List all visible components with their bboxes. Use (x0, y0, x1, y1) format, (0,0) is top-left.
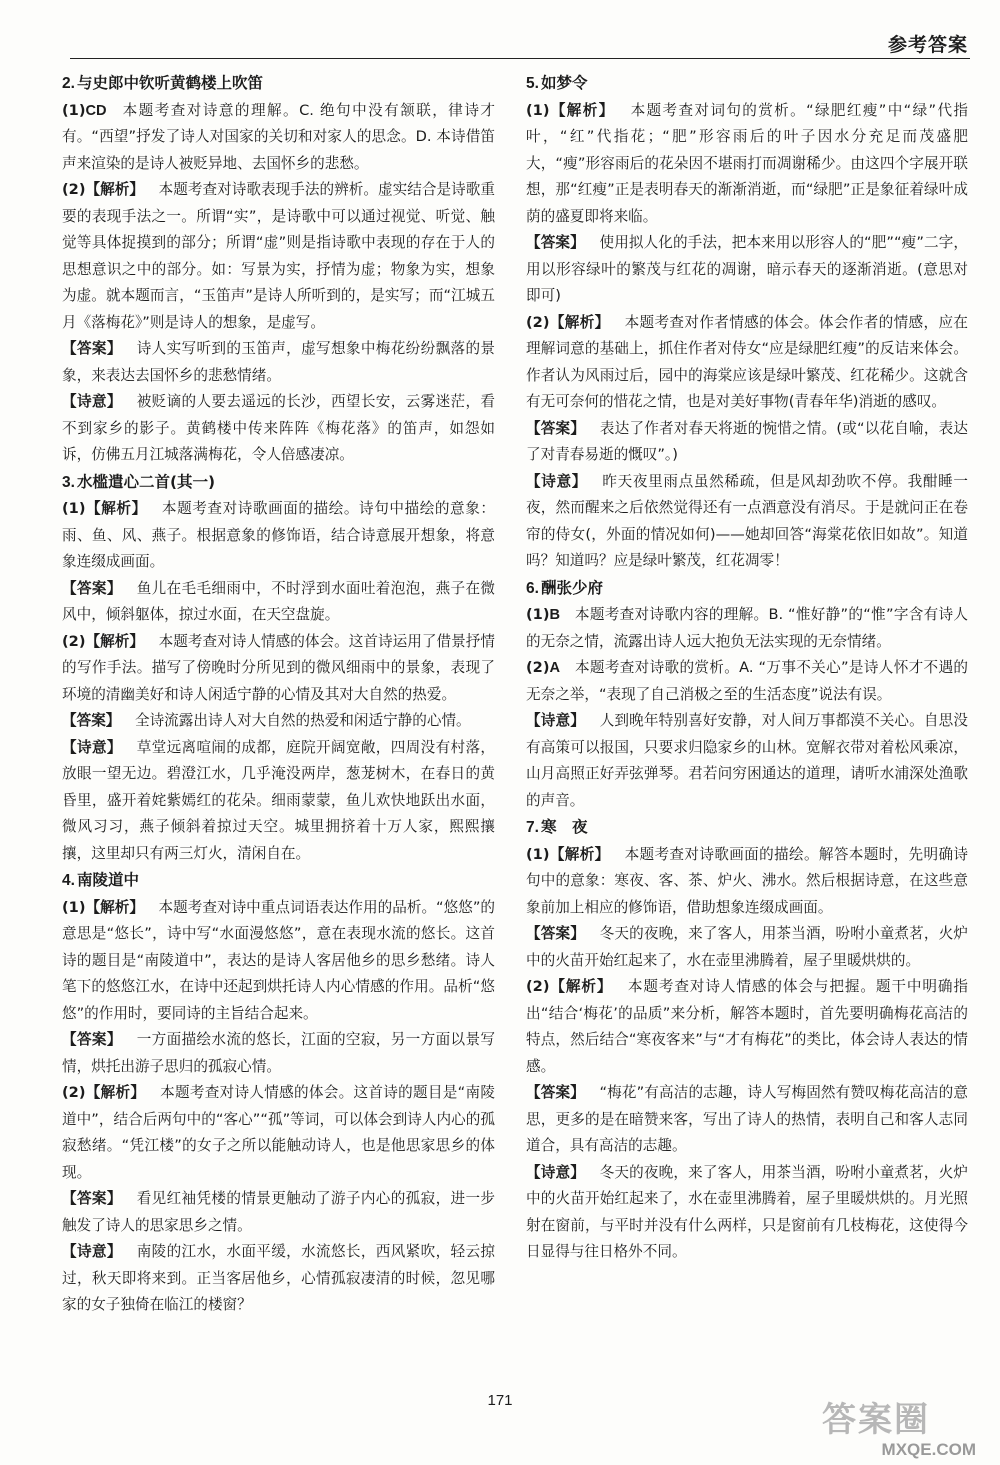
answer-text: 被贬谪的人要去遥远的长沙，西望长安，云雾迷茫，看不到家乡的影子。黄鹤楼中传来阵阵《梅花落》的笛声，如怨如诉，仿佛五月江城落满梅花，令人倍感凄凉。 (62, 393, 495, 463)
answer-paragraph (62, 1186, 495, 1239)
answer-paragraph (526, 469, 968, 575)
answer-text: 本题考查对诗歌内容的理解。B. “惟好静”的“惟”字含有诗人的无奈之情，流露出诗人远大抱负无法实现的无奈情绪。 (526, 606, 968, 650)
poem-title: 与史郎中钦听黄鹤楼上吹笛 (76, 74, 263, 92)
answer-paragraph (526, 1080, 968, 1160)
watermark-logo (822, 1392, 982, 1459)
answer-text: 鱼儿在毛毛细雨中，不时浮到水面吐着泡泡，燕子在微风中，倾斜躯体，掠过水面，在天空盘旋。 (62, 579, 495, 623)
answer-option: A (549, 660, 561, 676)
answer-tag: (1)【解析】 (526, 101, 615, 119)
answer-tag: (1) (526, 606, 550, 623)
answer-tag: 【诗意】 (62, 393, 122, 410)
answer-tag: (2) (526, 659, 550, 676)
answer-tag: (2)【解析】 (62, 632, 145, 650)
header-divider (70, 58, 970, 59)
question-title (62, 867, 495, 895)
answer-paragraph (526, 974, 968, 1080)
answer-text: 本题考查对诗人情感的体会。这首诗的题目是“南陵道中”，结合后两句中的“客心”“孤”等词，可以体会到诗人内心的孤寂愁绪。“凭江楼”的女子之所以能触动诗人，也是他思家思乡的体现。 (62, 1084, 495, 1181)
answer-paragraph (526, 842, 968, 922)
answer-text: 草堂远离喧闹的成都，庭院开阔宽敞，四周没有村落，放眼一望无边。碧澄江水，几乎淹没两岸，葱茏树木，在春日的黄昏里，盛开着姹紫嫣红的花朵。细雨蒙蒙，鱼儿欢快地跃出水面，微风习习，燕子倾斜着掠过天空。城里拥挤着十万人家，熙熙攘攘，这里却只有两三灯火，清闲自在。 (62, 738, 495, 862)
answer-text: 昨天夜里雨点虽然稀疏，但是风却劲吹不停。我酣睡一夜，然而醒来之后依然觉得还有一点酒意没有消尽。于是就问正在卷帘的侍女(，外面的情况如何)——她却回答“海棠花依旧如故”。知道吗？知道吗？应是绿叶繁茂，红花凋零！ (526, 472, 968, 569)
answer-tag: 【答案】 (62, 579, 122, 597)
answer-tag: (2)【解析】 (62, 1084, 146, 1101)
answer-paragraph (526, 921, 968, 974)
answer-paragraph (526, 98, 968, 231)
answer-text: “梅花”有高洁的志趣，诗人写梅固然有赞叹梅花高洁的意思，更多的是在暗赞来客，写出了诗人的热情，表明自己和客人志同道合，具有高洁的志趣。 (526, 1084, 968, 1154)
answer-option: B (549, 607, 561, 623)
answer-tag: 【答案】 (62, 1190, 122, 1207)
question-section (526, 575, 968, 815)
answer-paragraph (62, 895, 495, 1028)
answer-paragraph (62, 98, 495, 178)
question-title (62, 469, 495, 497)
question-section (62, 469, 495, 868)
answer-text: 本题考查对诗人情感的体会与把握。题干中明确指出“结合‘梅花’的品质”来分析，解答本题时，首先要明确梅花高洁的特点，然后结合“寒夜客来”与“才有梅花”的类比，体会诗人表达的情感。 (526, 978, 968, 1075)
answer-tag: 【答案】 (526, 234, 585, 251)
answer-text: 本题考查对词句的赏析。“绿肥红瘦”中“绿”代指叶，“红”代指花；“肥”形容雨后的叶子因水分充足而茂盛肥大，“瘦”形容雨后的花朵因不堪雨打而凋谢稀少。由这四个字展开联想，那“红瘦”正是表明春天的渐渐消逝，而“绿肥”正是象征着绿叶成荫的盛夏即将来临。 (526, 101, 968, 225)
answer-text: 人到晚年特别喜好安静，对人间万事都漠不关心。自思没有高策可以报国，只要求归隐家乡的山林。宽解衣带对着松风乘凉，山月高照正好弄弦弹琴。君若问穷困通达的道理，请听水浦深处渔歌的声音。 (526, 712, 968, 809)
answer-paragraph (526, 1160, 968, 1266)
answer-paragraph (526, 416, 968, 469)
question-section (526, 814, 968, 1266)
answer-text: 本题考查对诗歌的赏析。A. “万事不关心”是诗人怀才不遇的无奈之举，“表现了自己消极之至的生活态度”说法有误。 (526, 659, 968, 703)
answer-paragraph (62, 1239, 495, 1319)
question-number: 3. (62, 473, 75, 491)
answer-text: 本题考查对诗歌画面的描绘。诗句中描绘的意象：雨、鱼、风、燕子。根据意象的修饰语，结合诗意展开想象，将意象连缀成画面。 (62, 500, 495, 570)
answer-tag: (2)【解析】 (62, 181, 145, 198)
answer-paragraph (62, 496, 495, 576)
answer-text: 冬天的夜晚，来了客人，用茶当酒，吩咐小童煮茗，火炉中的火苗开始红起来了，水在壶里沸腾着，屋子里暖烘烘的。 (526, 925, 968, 969)
answer-tag: (2)【解析】 (526, 978, 613, 995)
answer-text: 看见红袖凭楼的情景更触动了游子内心的孤寂，进一步触发了诗人的思家思乡之情。 (62, 1190, 495, 1234)
answer-tag: 【答案】 (62, 340, 122, 357)
answer-text: 本题考查对诗意的理解。C. 绝句中没有颔联，律诗才有。“西望”抒发了诗人对国家的关切和对家人的思念。D. 本诗借笛声来渲染的是诗人被贬异地、去国怀乡的悲愁。 (62, 101, 495, 172)
answer-text: 诗人实写听到的玉笛声，虚写想象中梅花纷纷飘落的景象，来表达去国怀乡的悲愁情绪。 (62, 340, 495, 384)
watermark-text: 答案圈 (822, 1400, 930, 1440)
answer-tag: 【答案】 (62, 1031, 122, 1048)
answer-tag: 【诗意】 (526, 472, 588, 490)
question-number: 4. (62, 872, 75, 889)
answer-text: 本题考查对诗人情感的体会。这首诗运用了借景抒情的写作手法。描写了傍晚时分所见到的微风细雨中的景象，表现了环境的清幽美好和诗人闲适宁静的心情及其对大自然的热爱。 (62, 632, 495, 703)
answer-text: 使用拟人化的手法，把本来用以形容人的“肥”“瘦”二字，用以形容绿叶的繁茂与红花的凋谢，暗示春天的逐渐消逝。(意思对即可) (526, 234, 968, 304)
answer-text: 一方面描绘水流的悠长，江面的空寂，另一方面以景写情，烘托出游子思归的孤寂心情。 (62, 1031, 495, 1075)
answer-text: 全诗流露出诗人对大自然的热爱和闲适宁静的心情。 (134, 712, 471, 729)
question-section (62, 867, 495, 1319)
left-column (62, 70, 495, 1319)
answer-tag: 【诗意】 (526, 1163, 585, 1181)
question-section (526, 70, 968, 575)
answer-tag: 【诗意】 (62, 738, 122, 756)
answer-paragraph (62, 1027, 495, 1080)
answer-paragraph (62, 336, 495, 389)
right-column (526, 70, 968, 1266)
poem-title: 水槛遣心二首(其一) (76, 472, 216, 491)
answer-paragraph (62, 576, 495, 629)
answer-paragraph (526, 310, 968, 416)
answer-option: CD (85, 102, 107, 119)
question-title (526, 70, 968, 98)
answer-text: 本题考查对诗歌表现手法的辨析。虚实结合是诗歌重要的表现手法之一。所谓“实”，是诗歌中可以通过视觉、听觉、触觉等具体捉摸到的部分；所谓“虚”则是指诗歌中表现的存在于人的思想意识之中的部分。如：写景为实，抒情为虚；物象为实，想象为虚。就本题而言，“玉笛声”是诗人所听到的，是实写；而“江城五月《落梅花》”则是诗人的想象，是虚写。 (62, 181, 495, 331)
answer-text: 本题考查对诗歌画面的描绘。解答本题时，先明确诗句中的意象：寒夜、客、茶、炉火、沸水。然后根据诗意，在这些意象前加上相应的修饰语，借助想象连缀成画面。 (526, 845, 968, 916)
answer-paragraph (62, 708, 495, 735)
question-number: 2. (62, 75, 75, 92)
answer-tag: (1)【解析】 (62, 898, 144, 916)
answer-paragraph (526, 655, 968, 708)
answer-tag: (1)【解析】 (62, 500, 147, 517)
poem-title: 如梦令 (540, 74, 588, 92)
question-title (526, 814, 968, 842)
answer-text: 本题考查对诗中重点词语表达作用的品析。“悠悠”的意思是“悠长”，诗中写“水面漫悠悠”，意在表现水流的悠长。这首诗的题目是“南陵道中”，表达的是诗人客居他乡的思乡愁绪。诗人笔下的悠悠江水，在诗中还起到烘托诗人内心情感的作用。品析“悠悠”的作用时，要同诗的主旨结合起来。 (62, 898, 496, 1022)
poem-title: 南陵道中 (76, 871, 139, 889)
page-number: 171 (487, 1392, 513, 1409)
answer-paragraph (62, 735, 495, 868)
question-title (526, 575, 968, 603)
answer-tag: 【答案】 (526, 925, 585, 942)
answer-paragraph (62, 177, 495, 336)
answer-paragraph (526, 708, 968, 814)
header-title: 参考答案 (887, 34, 968, 56)
poem-title: 酬张少府 (540, 578, 603, 597)
answer-tag: (1) (62, 101, 86, 119)
question-title (62, 70, 495, 98)
answer-tag: (2)【解析】 (526, 313, 610, 331)
answer-tag: 【诗意】 (526, 712, 585, 729)
poem-title: 寒 夜 (540, 818, 588, 836)
answer-text: 冬天的夜晚，来了客人，用茶当酒，吩咐小童煮茗，火炉中的火苗开始红起来了，水在壶里沸腾着，屋子里暖烘烘的。月光照射在窗前，与平时并没有什么两样，只是窗前有几枝梅花，这使得今日显得与往日格外不同。 (526, 1163, 968, 1260)
answer-tag: (1)【解析】 (526, 845, 610, 863)
answer-text: 表达了作者对春天将逝的惋惜之情。(或“以花自喻，表达了对青春易逝的慨叹”。) (526, 419, 968, 463)
answer-tag: 【答案】 (62, 712, 121, 729)
answer-tag: 【诗意】 (62, 1243, 122, 1260)
answer-tag: 【答案】 (526, 1084, 585, 1101)
question-number: 5. (526, 75, 539, 92)
question-section (62, 70, 495, 469)
answer-paragraph (62, 629, 495, 709)
answer-text: 本题考查对作者情感的体会。体会作者的情感，应在理解词意的基础上，抓住作者对侍女“应是绿肥红瘦”的反诘来体会。作者认为风雨过后，园中的海棠应该是绿叶繁茂、红花稀少。这就含有无可奈何的惜花之情，也是对美好事物(青春年华)消逝的感叹。 (526, 313, 968, 410)
question-number: 7. (526, 819, 539, 836)
answer-tag: 【答案】 (526, 419, 586, 437)
answer-paragraph (62, 1080, 495, 1186)
watermark-url: MXQE.COM (881, 1440, 976, 1459)
answer-text: 南陵的江水，水面平缓，水流悠长，西风紧吹，轻云掠过，秋天即将来到。正当客居他乡，心情孤寂凄清的时候，忽见哪家的女子独倚在临江的楼窗？ (62, 1243, 495, 1313)
answer-paragraph (526, 230, 968, 310)
question-number: 6. (526, 579, 539, 597)
answer-paragraph (62, 389, 495, 469)
answer-paragraph (526, 602, 968, 655)
